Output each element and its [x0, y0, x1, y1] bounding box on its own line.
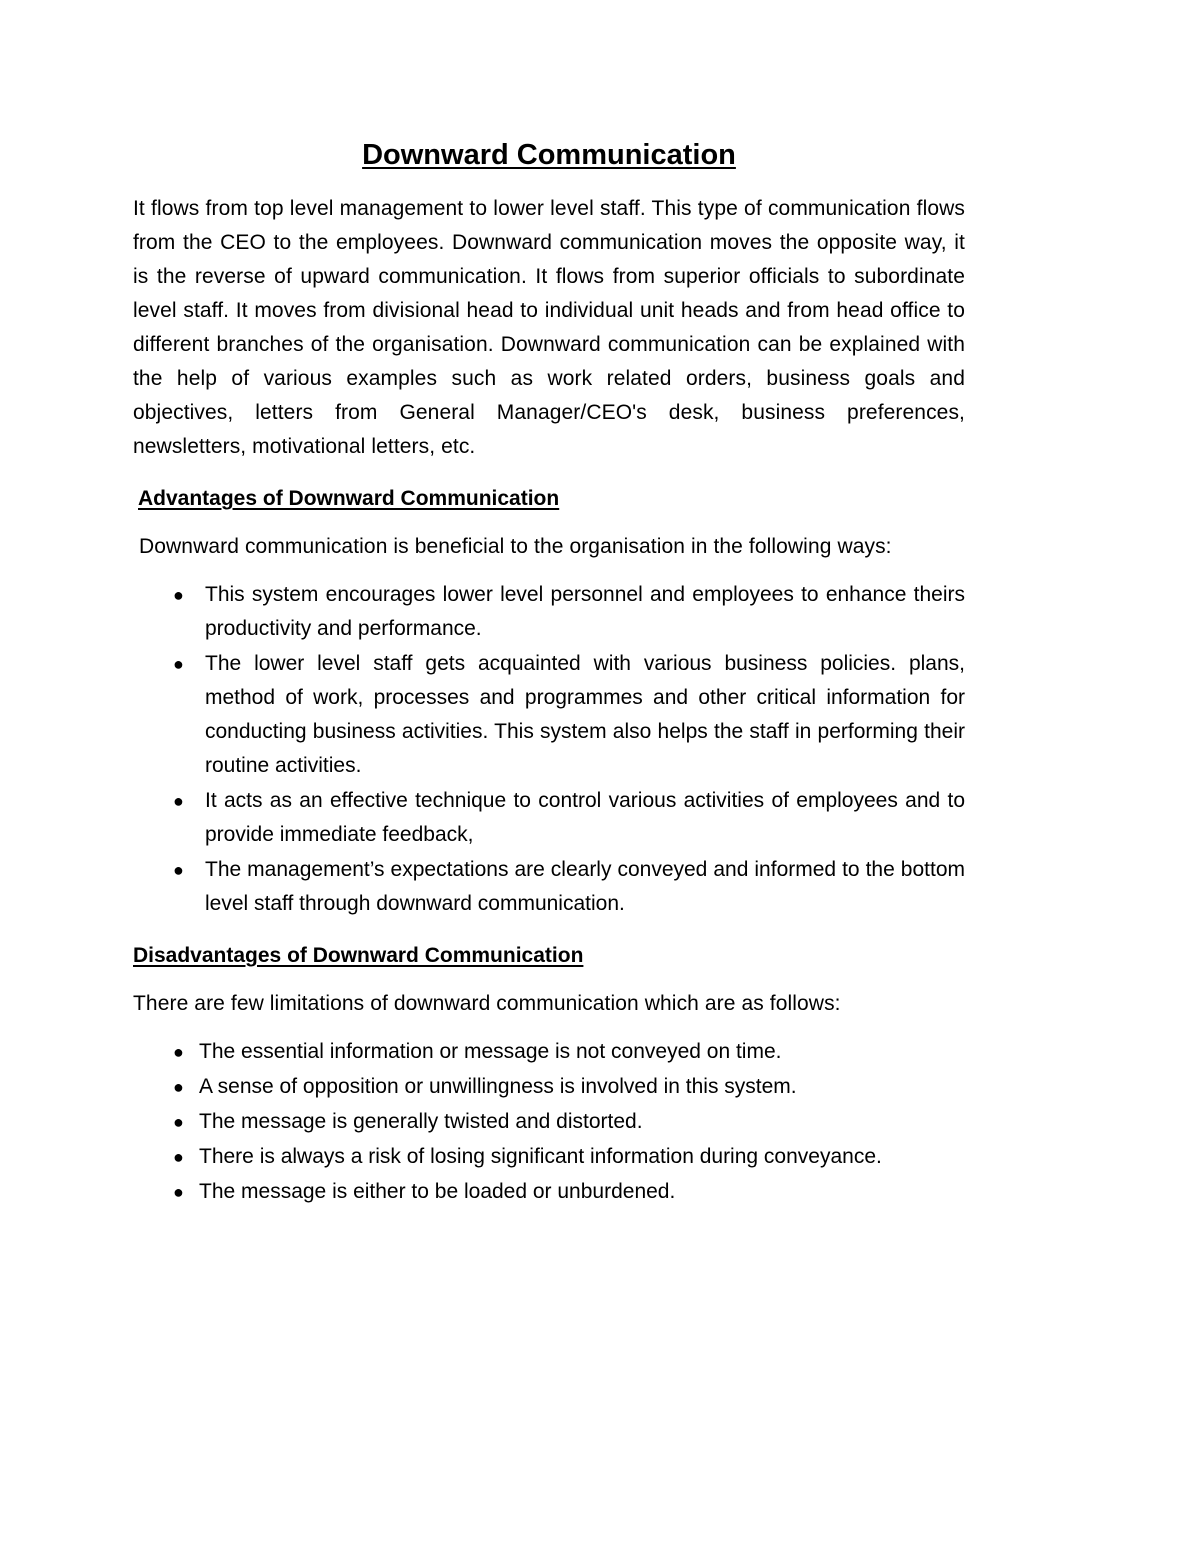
bullet-icon: ●: [173, 1147, 184, 1167]
list-item-text: The message is either to be loaded or unburdened.: [199, 1180, 676, 1203]
list-item: [133, 647, 965, 783]
list-item: [133, 1105, 965, 1139]
list-item-text: The lower level staff gets acquainted with various business policies. plans, method of work, processes and programmes and other critical information for conducting business activities. This system also helps the staff in performing their routine activities.: [205, 652, 965, 777]
list-item-text: It acts as an effective technique to control various activities of employees and to provide immediate feedback,: [205, 789, 965, 846]
document-title: Downward Communication: [362, 139, 736, 171]
bullet-icon: ●: [173, 860, 184, 880]
advantages-intro: Downward communication is beneficial to the organisation in the following ways:: [139, 535, 892, 558]
list-item: [133, 853, 965, 921]
list-item: [133, 1035, 965, 1069]
bullet-icon: ●: [173, 654, 184, 674]
list-item-text: The management’s expectations are clearly conveyed and informed to the bottom level staff through downward communication.: [205, 858, 965, 915]
bullet-icon: ●: [173, 1042, 184, 1062]
intro-paragraph: It flows from top level management to lower level staff. This type of communication flows from the CEO to the employees. Downward communication moves the opposite way, it is the reverse of upward communication. It flows from superior officials to subordinate level staff. It moves from divisional head to individual unit heads and from head office to different branches of the organisation. Downward communication can be explained with the help of various examples such as work related orders, business goals and objectives, letters from General Manager/CEO's desk, business preferences, newsletters, motivational letters, etc.: [133, 197, 965, 458]
bullet-icon: ●: [173, 791, 184, 811]
disadvantages-intro: There are few limitations of downward communication which are as follows:: [133, 992, 841, 1015]
bullet-icon: ●: [173, 1112, 184, 1132]
document-content: [133, 136, 965, 1210]
advantages-heading: Advantages of Downward Communication: [138, 487, 560, 510]
bullet-icon: ●: [173, 1077, 184, 1097]
disadvantages-list: [133, 1035, 965, 1209]
list-item-text: The essential information or message is not conveyed on time.: [199, 1040, 782, 1063]
disadvantages-heading: Disadvantages of Downward Communication: [133, 944, 584, 967]
list-item-text: There is always a risk of losing significant information during conveyance.: [199, 1145, 882, 1168]
list-item: [133, 1140, 965, 1174]
list-item: [133, 1175, 965, 1209]
list-item-text: A sense of opposition or unwillingness is involved in this system.: [199, 1075, 797, 1098]
list-item-text: The message is generally twisted and distorted.: [199, 1110, 643, 1133]
bullet-icon: ●: [173, 1182, 184, 1202]
advantages-list: [133, 578, 965, 921]
list-item: [133, 1070, 965, 1104]
list-item: [133, 784, 965, 852]
list-item: [133, 578, 965, 646]
list-item-text: This system encourages lower level personnel and employees to enhance theirs productivity and performance.: [205, 583, 965, 640]
bullet-icon: ●: [173, 585, 184, 605]
